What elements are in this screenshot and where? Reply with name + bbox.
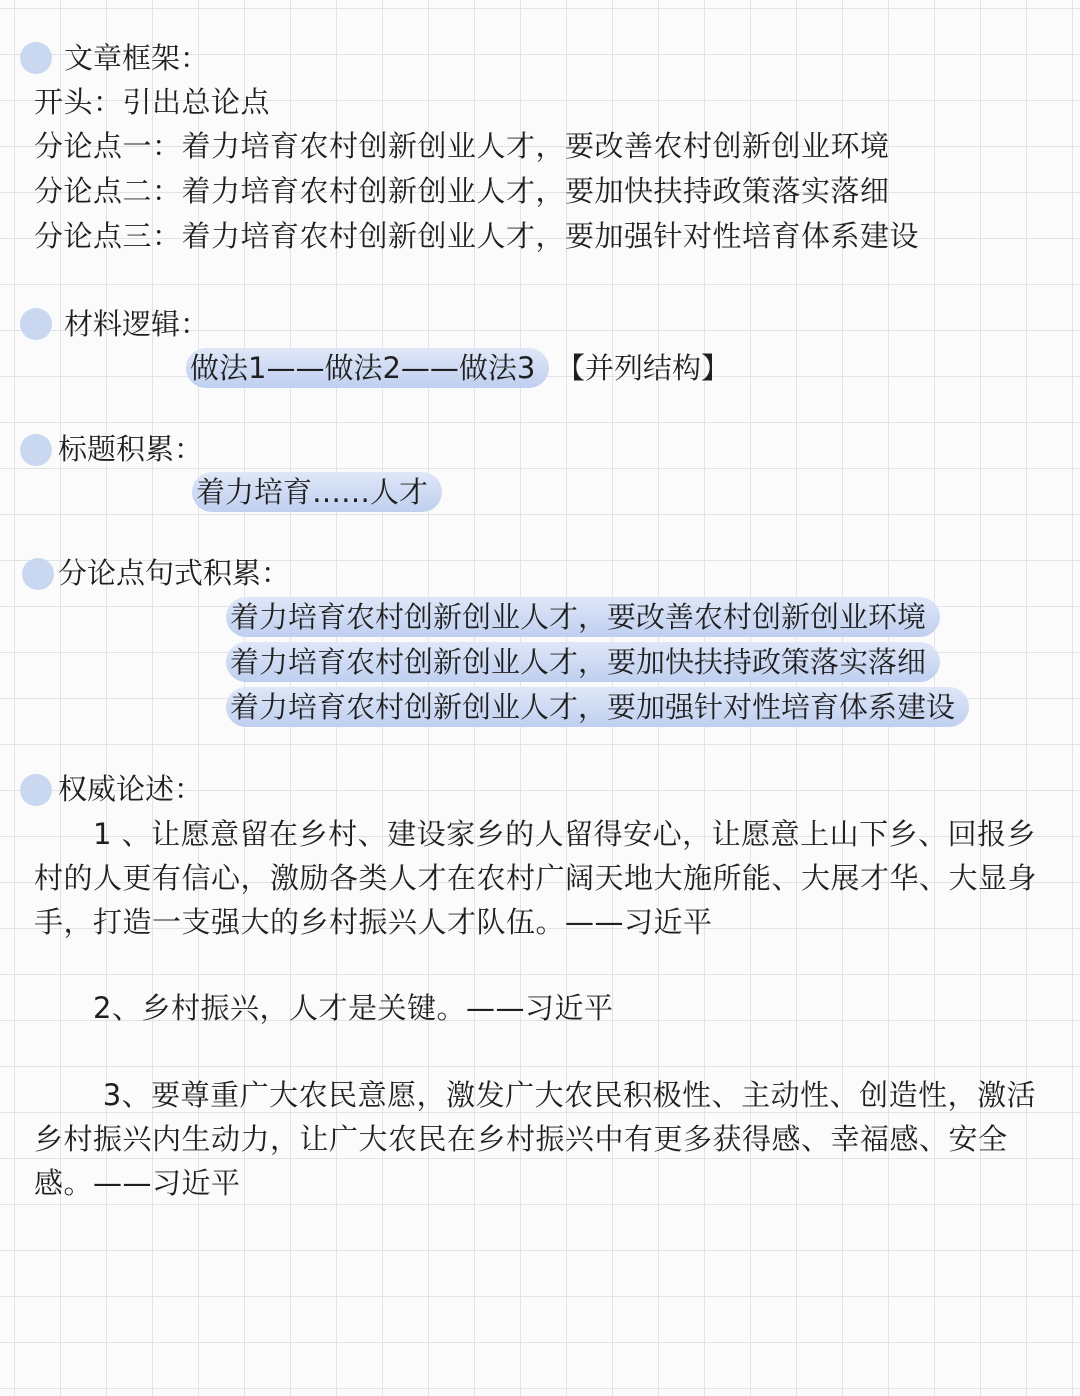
highlight-material-logic: 做法1——做法2——做法3 xyxy=(186,348,549,388)
section-heading-sentence-accumulation: 分论点句式积累： xyxy=(58,556,291,590)
section-heading-authority: 权威论述： xyxy=(58,772,204,806)
highlight-title-pattern: 着力培育……人才 xyxy=(192,472,442,512)
highlight-sentence-line: 着力培育农村创新创业人才，要改善农村创新创业环境 xyxy=(226,597,940,637)
framework-line: 分论点二：着力培育农村创新创业人才，要加快扶持政策落实落细 xyxy=(34,174,890,208)
bullet-dot-icon xyxy=(20,774,52,806)
bullet-dot-icon xyxy=(20,308,52,340)
section-heading-framework: 文章框架： xyxy=(64,41,210,75)
authority-quote: 1 、让愿意留在乡村、建设家乡的人留得安心，让愿意上山下乡、回报乡村的人更有信心，激励各类人才在农村广阔天地大施所能、大展才华、大显身手，打造一支强大的乡村振兴人才队伍。——习近平 xyxy=(34,817,1038,939)
section-heading-title-accumulation: 标题积累： xyxy=(58,432,204,466)
framework-line: 分论点三：着力培育农村创新创业人才，要加强针对性培育体系建设 xyxy=(34,219,920,253)
section-heading-material-logic: 材料逻辑： xyxy=(64,307,210,341)
authority-quote: 3、要尊重广大农民意愿，激发广大农民积极性、主动性、创造性，激活乡村振兴内生动力，让广大农民在乡村振兴中有更多获得感、幸福感、安全感。——习近平 xyxy=(34,1078,1037,1200)
material-logic-structure-label: 【并列结构】 xyxy=(556,351,731,385)
highlight-sentence-line: 着力培育农村创新创业人才，要加强针对性培育体系建设 xyxy=(226,687,969,727)
framework-line: 开头：引出总论点 xyxy=(34,85,271,119)
framework-line: 分论点一：着力培育农村创新创业人才，要改善农村创新创业环境 xyxy=(34,129,890,163)
highlight-sentence-line: 着力培育农村创新创业人才，要加快扶持政策落实落细 xyxy=(226,642,940,682)
bullet-dot-icon xyxy=(20,42,52,74)
bullet-dot-icon xyxy=(22,558,54,590)
authority-quote: 2、乡村振兴，人才是关键。——习近平 xyxy=(34,991,614,1025)
bullet-dot-icon xyxy=(20,434,52,466)
